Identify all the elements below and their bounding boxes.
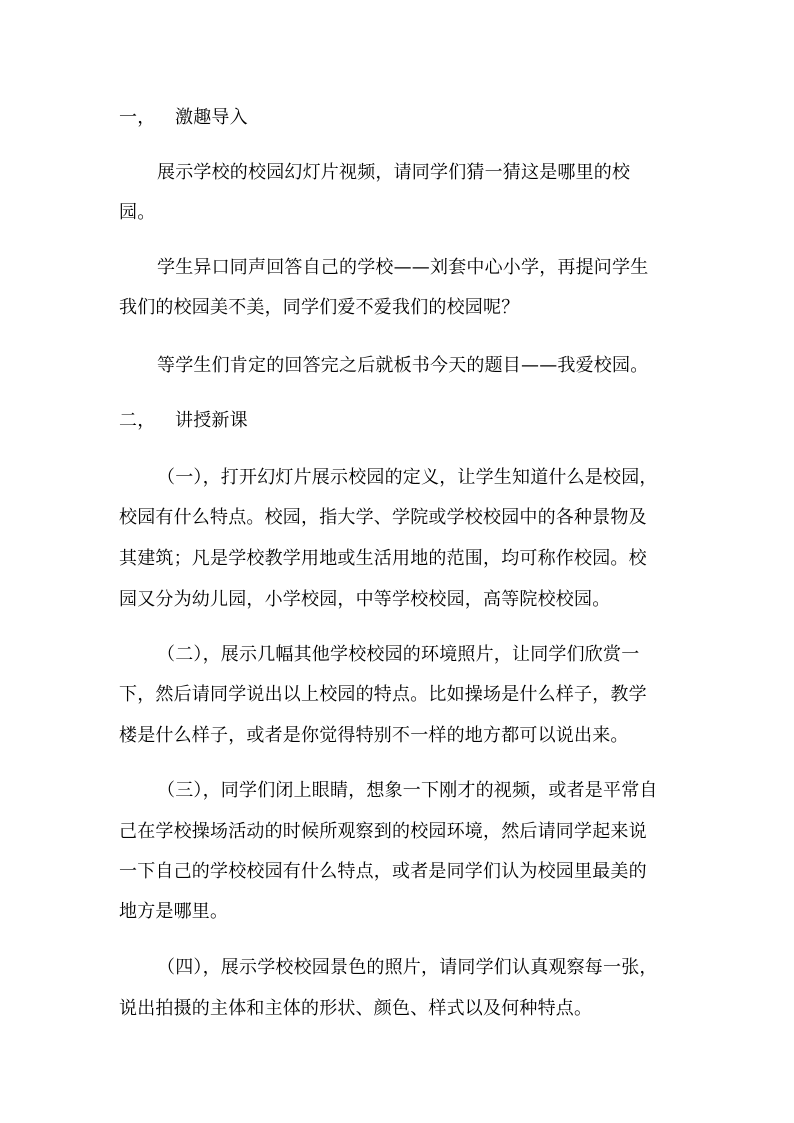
paragraph-line: （三），同学们闭上眼睛，想象一下刚才的视频，或者是平常自 [157,780,658,801]
section-heading-1 [119,106,679,130]
paragraph-line: （二），展示几幅其他学校校园的环境照片，让同学们欣赏一 [157,644,640,665]
paragraph-line: 园。 [119,202,156,223]
paragraph-line: 学生异口同声回答自己的学校——刘套中心小学，再提问学生 [157,257,649,278]
paragraph-line: 我们的校园美不美，同学们爱不爱我们的校园呢？ [119,297,520,318]
paragraph-line: 校园有什么特点。校园，指大学、学院或学校校园中的各种景物及 [119,507,647,528]
paragraph-line: 一下自己的学校校园有什么特点，或者是同学们认为校园里最美的 [119,861,647,882]
section-number: 二， [119,410,156,431]
section-title: 激趣导入 [175,107,248,128]
section-number: 一， [119,107,156,128]
paragraph-line: 下，然后请同学说出以上校园的特点。比如操场是什么样子，教学 [119,684,647,705]
paragraph-line: 说出拍摄的主体和主体的形状、颜色、样式以及何种特点。 [119,998,593,1019]
paragraph-line: （一），打开幻灯片展示校园的定义，让学生知道什么是校园， [157,467,658,488]
paragraph-line: 其建筑；凡是学校教学用地或生活用地的范围，均可称作校园。校 [119,548,647,569]
section-title: 讲授新课 [175,410,248,431]
paragraph-line: 己在学校操场活动的时候所观察到的校园环境，然后请同学起来说 [119,821,647,842]
section-heading-2 [119,409,679,433]
paragraph-line: 地方是哪里。 [119,901,229,922]
paragraph-line: 等学生们肯定的回答完之后就板书今天的题目——我爱校园。 [157,355,649,376]
paragraph-line: 楼是什么样子，或者是你觉得特别不一样的地方都可以说出来。 [119,725,629,746]
paragraph-line: 展示学校的校园幻灯片视频，请同学们猜一猜这是哪里的校 [157,162,631,183]
paragraph-line: 园又分为幼儿园，小学校园，中等学校校园，高等院校校园。 [119,589,611,610]
paragraph-line: （四），展示学校校园景色的照片，请同学们认真观察每一张， [157,957,658,978]
